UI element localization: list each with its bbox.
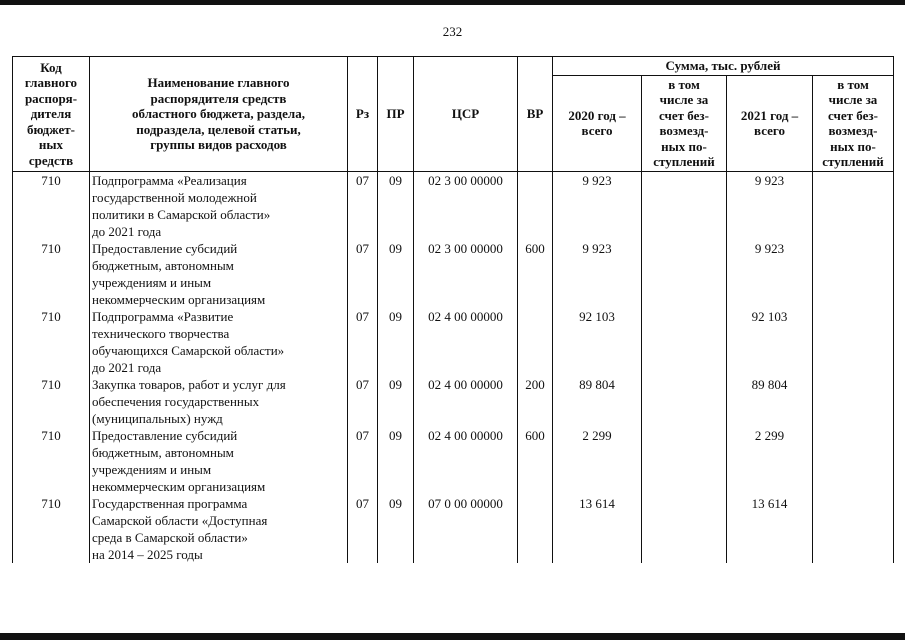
- cell-2021-free: [813, 308, 894, 376]
- cell-2021-free: [813, 376, 894, 427]
- cell-2020-total: 92 103: [553, 308, 642, 376]
- header-sum: Сумма, тыс. рублей: [553, 57, 894, 76]
- cell-2020-total: 89 804: [553, 376, 642, 427]
- cell-csr: 07 0 00 00000: [414, 495, 518, 563]
- cell-2021-total: 9 923: [727, 171, 813, 240]
- cell-2020-total: 13 614: [553, 495, 642, 563]
- cell-vr: [518, 308, 553, 376]
- cell-2021-total: 13 614: [727, 495, 813, 563]
- table-row: [13, 171, 894, 240]
- header-2021-total: 2021 год – всего: [727, 75, 813, 171]
- cell-name: Подпрограмма «Реализация государственной молодежной политики в Самарской области» до 2021 года: [90, 171, 348, 240]
- cell-code: 710: [13, 427, 90, 495]
- header-name: Наименование главного распорядителя средств областного бюджета, раздела, подраздела, целевой статьи, группы видов расходов: [90, 57, 348, 172]
- cell-2020-total: 9 923: [553, 171, 642, 240]
- table-row: [13, 376, 894, 427]
- cell-2021-free: [813, 495, 894, 563]
- cell-pr: 09: [378, 240, 414, 308]
- cell-rz: 07: [348, 376, 378, 427]
- header-pr: ПР: [378, 57, 414, 172]
- cell-csr: 02 4 00 00000: [414, 376, 518, 427]
- header-code: Код главного распоря- дителя бюджет- ных средств: [13, 57, 90, 172]
- cell-2021-total: 2 299: [727, 427, 813, 495]
- cell-2021-total: 89 804: [727, 376, 813, 427]
- cell-2020-free: [642, 308, 727, 376]
- table-row: [13, 240, 894, 308]
- cell-vr: [518, 171, 553, 240]
- cell-rz: 07: [348, 427, 378, 495]
- page-number: 232: [442, 24, 463, 39]
- cell-pr: 09: [378, 308, 414, 376]
- header-2021-free: в том числе за счет без- возмезд- ных по- ступлений: [813, 75, 894, 171]
- cell-vr: [518, 495, 553, 563]
- cell-2021-free: [813, 240, 894, 308]
- cell-vr: 600: [518, 427, 553, 495]
- cell-pr: 09: [378, 495, 414, 563]
- cell-code: 710: [13, 376, 90, 427]
- cell-name: Подпрограмма «Развитие технического творчества обучающихся Самарской области» до 2021 года: [90, 308, 348, 376]
- cell-2021-total: 92 103: [727, 308, 813, 376]
- cell-csr: 02 4 00 00000: [414, 427, 518, 495]
- cell-pr: 09: [378, 427, 414, 495]
- cell-2021-free: [813, 171, 894, 240]
- cell-code: 710: [13, 240, 90, 308]
- top-border: [0, 0, 905, 5]
- cell-vr: 200: [518, 376, 553, 427]
- header-rz: Рз: [348, 57, 378, 172]
- cell-vr: 600: [518, 240, 553, 308]
- cell-2020-free: [642, 495, 727, 563]
- cell-code: 710: [13, 308, 90, 376]
- cell-csr: 02 3 00 00000: [414, 171, 518, 240]
- cell-pr: 09: [378, 171, 414, 240]
- cell-rz: 07: [348, 495, 378, 563]
- cell-2020-free: [642, 376, 727, 427]
- bottom-border: [0, 633, 905, 640]
- cell-2021-total: 9 923: [727, 240, 813, 308]
- table-row: [13, 495, 894, 563]
- cell-rz: 07: [348, 240, 378, 308]
- cell-pr: 09: [378, 376, 414, 427]
- cell-name: Государственная программа Самарской области «Доступная среда в Самарской области» на 2014 – 2025 годы: [90, 495, 348, 563]
- table-row: [13, 427, 894, 495]
- header-2020-total: 2020 год – всего: [553, 75, 642, 171]
- cell-2020-free: [642, 427, 727, 495]
- header-2020-free: в том числе за счет без- возмезд- ных по- ступлений: [642, 75, 727, 171]
- cell-2020-free: [642, 240, 727, 308]
- cell-2020-total: 9 923: [553, 240, 642, 308]
- cell-csr: 02 4 00 00000: [414, 308, 518, 376]
- cell-name: Предоставление субсидий бюджетным, автономным учреждениям и иным некоммерческим организациям: [90, 240, 348, 308]
- cell-name: Закупка товаров, работ и услуг для обеспечения государственных (муниципальных) нужд: [90, 376, 348, 427]
- cell-2021-free: [813, 427, 894, 495]
- header-vr: ВР: [518, 57, 553, 172]
- cell-code: 710: [13, 495, 90, 563]
- cell-code: 710: [13, 171, 90, 240]
- table-header: [13, 57, 894, 172]
- table-body: [13, 171, 894, 563]
- header-csr: ЦСР: [414, 57, 518, 172]
- cell-rz: 07: [348, 171, 378, 240]
- cell-2020-free: [642, 171, 727, 240]
- cell-name: Предоставление субсидий бюджетным, автономным учреждениям и иным некоммерческим организациям: [90, 427, 348, 495]
- table-row: [13, 308, 894, 376]
- cell-2020-total: 2 299: [553, 427, 642, 495]
- cell-csr: 02 3 00 00000: [414, 240, 518, 308]
- cell-rz: 07: [348, 308, 378, 376]
- budget-table: [12, 56, 894, 563]
